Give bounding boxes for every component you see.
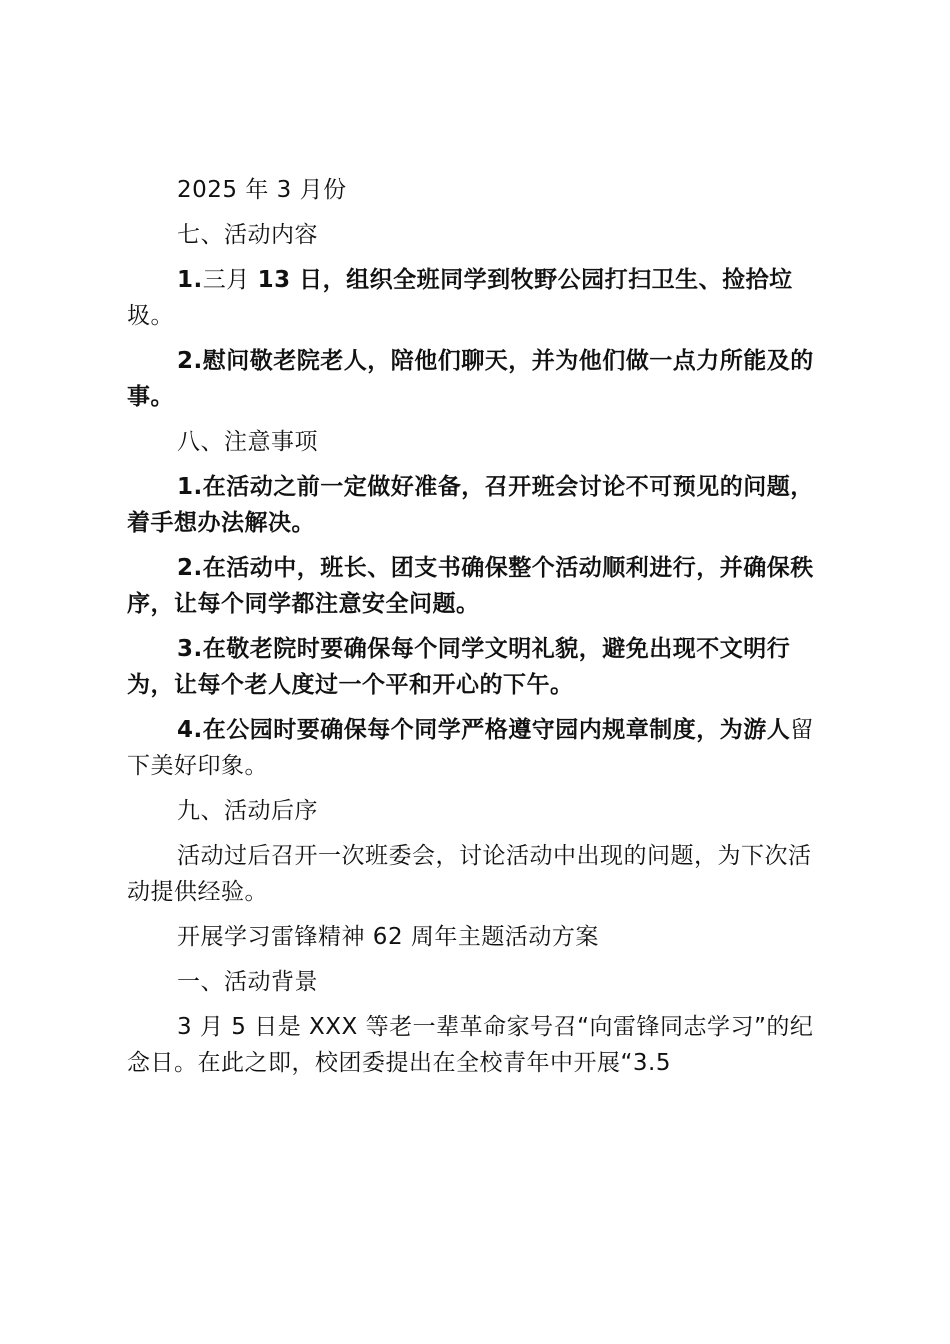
list-item-cleanup	[127, 262, 827, 334]
item-text: 4.在公园时要确保每个同学严格遵守园内规章制度，为游人	[177, 717, 791, 743]
list-item-manners: 3.在敬老院时要确保每个同学文明礼貌，避免出现不文明行为，让每个老人度过一个平和开心的下午。	[127, 636, 791, 698]
list-item-park-rules	[127, 712, 827, 784]
list-item-visit: 2.慰问敬老院老人，陪他们聊天，并为他们做一点力所能及的事。	[127, 348, 814, 410]
section-heading-background: 一、活动背景	[177, 969, 318, 995]
item-text: 13 日，组织全班同学到牧野公园打扫卫生、捡拾垃	[257, 267, 793, 293]
document-title: 开展学习雷锋精神 62 周年主题活动方案	[177, 924, 599, 950]
list-item-preparation: 1.在活动之前一定做好准备，召开班会讨论不可预见的问题，着手想办法解决。	[127, 474, 814, 536]
item-text-end: 留下美好印象。	[127, 717, 814, 779]
section-heading-notes: 八、注意事项	[177, 429, 318, 455]
section-heading-activity-content: 七、活动内容	[177, 222, 318, 248]
background-text: 3 月 5 日是 XXX 等老一辈革命家号召“向雷锋同志学习”的纪念日。在此之即，校团委提出在全校青年中开展“3.5	[127, 1014, 814, 1076]
date-line: 2025 年 3 月份	[177, 177, 347, 203]
section-heading-followup: 九、活动后序	[177, 798, 318, 824]
list-item-order: 2.在活动中，班长、团支书确保整个活动顺利进行，并确保秩序，让每个同学都注意安全问题。	[127, 555, 814, 617]
followup-text: 活动过后召开一次班委会，讨论活动中出现的问题，为下次活动提供经验。	[127, 843, 812, 905]
item-date-text: 三月	[202, 267, 258, 293]
item-text-end: 圾。	[127, 303, 174, 329]
document-body	[127, 172, 827, 1090]
item-number: 1.	[177, 267, 203, 293]
